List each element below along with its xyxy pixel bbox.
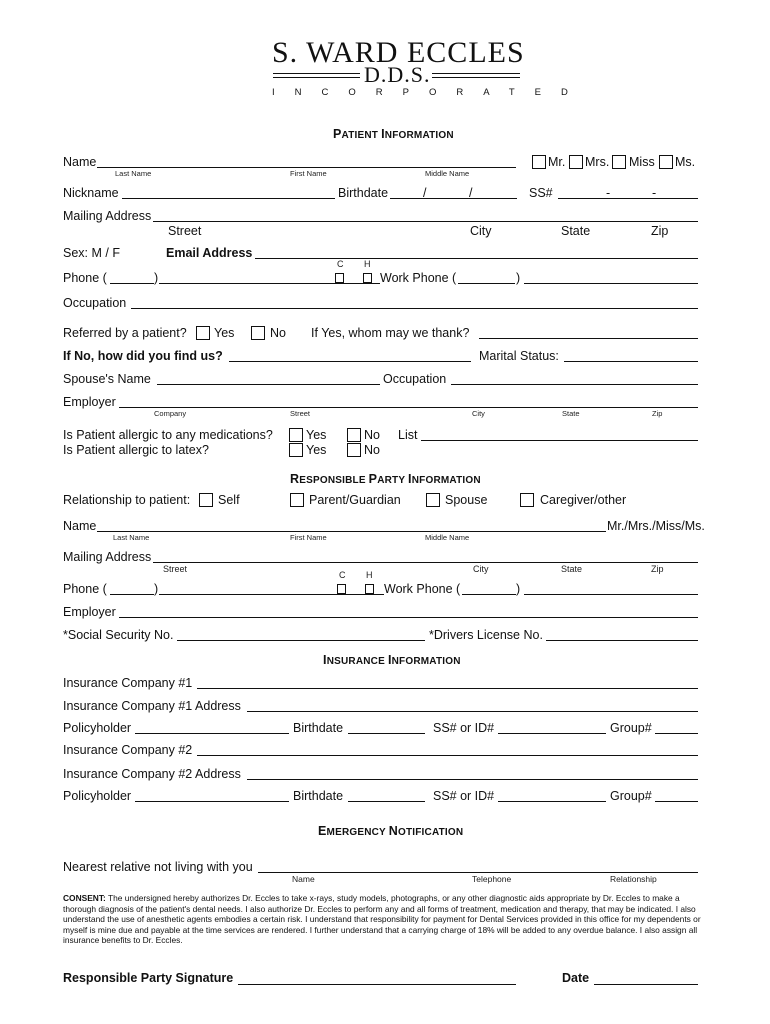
relationship-self-checkbox[interactable] [199, 493, 213, 507]
policyholder2-label: Policyholder [63, 789, 132, 803]
responsible-employer-label: Employer [63, 605, 116, 619]
responsible-mailing-field[interactable] [153, 562, 698, 563]
responsible-cell-c-caption: C [339, 570, 346, 580]
consent-text: The undersigned hereby authorizes Dr. Eccles to take x-rays, study models, photographs, or any other diagnostic aids appropriate by Dr. Eccles to make a thorough diagnosis of the patient's dental needs. I also authorize Dr. Eccles to perform any and all forms of treatment, medication and therapy, that may be indicated. I also understand the use of anesthetic agents embodies a certain risk. I understand that responsibility for payment for Dental Services provided in this office for my dependents or myself is mine due and payable at the time services are rendered. I further understand that a carrying charge of 18% will be added to any overdue balance. I also assign all insurance benefits to Dr. Eccles. [63, 893, 701, 945]
relationship-self-label: Self [218, 493, 240, 507]
insurance1-address-label: Insurance Company #1 Address [63, 699, 241, 713]
mrs-label: Mrs. [585, 155, 610, 169]
miss-checkbox[interactable] [612, 155, 626, 169]
responsible-work-phone-area-field[interactable] [462, 594, 516, 595]
nickname-label: Nickname [63, 186, 119, 200]
ssn-field[interactable] [177, 640, 425, 641]
state-caption: State [561, 224, 591, 238]
middle-name-caption: Middle Name [425, 169, 470, 178]
logo-rule-left [273, 73, 360, 78]
allergic-latex-yes-checkbox[interactable] [289, 443, 303, 457]
street-caption: Street [168, 224, 202, 238]
responsible-phone-label: Phone ( [63, 582, 107, 596]
relationship-caregiver-label: Caregiver/other [540, 493, 627, 507]
ms-checkbox[interactable] [659, 155, 673, 169]
relative-relationship-caption: Relationship [610, 874, 657, 884]
name-field[interactable] [97, 167, 516, 168]
practice-degree: D.D.S. [364, 62, 431, 87]
employer-zip-caption: Zip [652, 409, 663, 418]
practice-name: S. WARD ECCLES [272, 36, 525, 69]
relative-label: Nearest relative not living with you [63, 860, 253, 874]
policyholder1-birthdate-field[interactable] [348, 733, 425, 734]
policyholder2-group-label: Group# [610, 789, 652, 803]
referred-no-checkbox[interactable] [251, 326, 265, 340]
signature-field[interactable] [238, 984, 516, 985]
license-label: *Drivers License No. [429, 628, 543, 642]
employer-field[interactable] [119, 407, 698, 408]
relative-name-caption: Name [292, 874, 315, 884]
responsible-middle-name-caption: Middle Name [425, 533, 470, 542]
city-caption: City [470, 224, 492, 238]
policyholder2-birthdate-field[interactable] [348, 801, 425, 802]
policyholder2-field[interactable] [135, 801, 289, 802]
insurance1-address-field[interactable] [247, 711, 698, 712]
emergency-section-title: EMERGENCY NOTIFICATION [318, 824, 464, 838]
phone-home-checkbox[interactable] [363, 273, 372, 283]
responsible-title-label: Mr./Mrs./Miss/Ms. [607, 519, 705, 533]
responsible-first-name-caption: First Name [290, 533, 327, 542]
birthdate-slash-2: / [469, 186, 473, 200]
insurance2-label: Insurance Company #2 [63, 743, 193, 757]
policyholder1-group-label: Group# [610, 721, 652, 735]
relationship-label: Relationship to patient: [63, 493, 191, 507]
responsible-phone-close: ) [154, 582, 159, 596]
policyholder2-birthdate-label: Birthdate [293, 789, 344, 803]
responsible-phone-cell-checkbox[interactable] [337, 584, 346, 594]
phone-area-field[interactable] [110, 283, 154, 284]
occupation-field[interactable] [131, 308, 698, 309]
policyholder2-ssid-label: SS# or ID# [433, 789, 495, 803]
responsible-state-caption: State [561, 564, 583, 574]
miss-label: Miss [629, 155, 655, 169]
responsible-work-phone-label: Work Phone ( [384, 582, 461, 596]
relationship-caregiver-checkbox[interactable] [520, 493, 534, 507]
marital-label: Marital Status: [479, 349, 559, 363]
signature-label: Responsible Party Signature [63, 971, 234, 985]
if-no-field[interactable] [229, 361, 471, 362]
employer-state-caption: State [562, 409, 580, 418]
allergic-latex-no-label: No [364, 443, 380, 457]
insurance1-field[interactable] [197, 688, 698, 689]
phone-cell-checkbox[interactable] [335, 273, 344, 283]
allergic-meds-no-checkbox[interactable] [347, 428, 361, 442]
allergic-meds-label: Is Patient allergic to any medications? [63, 428, 273, 442]
work-phone-field[interactable] [524, 283, 698, 284]
consent-label: CONSENT: [63, 893, 106, 903]
work-phone-area-field[interactable] [458, 283, 515, 284]
ss-field[interactable] [558, 198, 698, 199]
logo-rule-right [432, 73, 520, 78]
ss-dash-1: - [606, 186, 611, 200]
occupation-label: Occupation [63, 296, 127, 310]
email-field[interactable] [255, 258, 698, 259]
allergic-latex-no-checkbox[interactable] [347, 443, 361, 457]
birthdate-slash-1: / [423, 186, 427, 200]
policyholder1-ssid-label: SS# or ID# [433, 721, 495, 735]
responsible-mailing-label: Mailing Address [63, 550, 152, 564]
sex-label: Sex: M / F [63, 246, 120, 260]
phone-close: ) [154, 271, 159, 285]
relationship-spouse-label: Spouse [445, 493, 488, 507]
policyholder1-field[interactable] [135, 733, 289, 734]
relative-field[interactable] [258, 872, 698, 873]
referred-no-label: No [270, 326, 286, 340]
policyholder1-ssid-field[interactable] [498, 733, 606, 734]
responsible-phone-home-checkbox[interactable] [365, 584, 374, 594]
allergic-latex-yes-label: Yes [306, 443, 327, 457]
responsible-zip-caption: Zip [651, 564, 664, 574]
relationship-parent-label: Parent/Guardian [309, 493, 401, 507]
marital-field[interactable] [564, 361, 698, 362]
insurance2-address-field[interactable] [247, 779, 698, 780]
policyholder2-group-field[interactable] [655, 801, 698, 802]
employer-city-caption: City [472, 409, 485, 418]
insurance-section-title: INSURANCE INFORMATION [323, 653, 461, 667]
mr-checkbox[interactable] [532, 155, 546, 169]
birthdate-field[interactable] [390, 198, 517, 199]
policyholder1-group-field[interactable] [655, 733, 698, 734]
spouse-name-label: Spouse's Name [63, 372, 151, 386]
responsible-street-caption: Street [163, 564, 188, 574]
referred-label: Referred by a patient? [63, 326, 187, 340]
insurance2-address-label: Insurance Company #2 Address [63, 767, 241, 781]
allergy-list-label: List [398, 428, 418, 442]
responsible-work-phone-close: ) [516, 582, 521, 596]
relationship-spouse-checkbox[interactable] [426, 493, 440, 507]
first-name-caption: First Name [290, 169, 327, 178]
responsible-section-title: RESPONSIBLE PARTY INFORMATION [290, 472, 481, 486]
employer-label: Employer [63, 395, 116, 409]
patient-section-title: PATIENT INFORMATION [333, 127, 454, 141]
allergy-list-field[interactable] [421, 440, 698, 441]
relative-telephone-caption: Telephone [472, 874, 512, 884]
mr-label: Mr. [548, 155, 566, 169]
consent-paragraph [63, 893, 703, 946]
work-phone-close: ) [516, 271, 521, 285]
responsible-phone-area-field[interactable] [110, 594, 154, 595]
company-caption: Company [154, 409, 187, 418]
responsible-employer-field[interactable] [119, 617, 698, 618]
insurance2-field[interactable] [197, 755, 698, 756]
ms-label: Ms. [675, 155, 696, 169]
responsible-work-phone-field[interactable] [524, 594, 698, 595]
relationship-parent-checkbox[interactable] [290, 493, 304, 507]
policyholder2-ssid-field[interactable] [498, 801, 606, 802]
allergic-meds-yes-label: Yes [306, 428, 327, 442]
zip-caption: Zip [651, 224, 669, 238]
mrs-checkbox[interactable] [569, 155, 583, 169]
referred-yes-checkbox[interactable] [196, 326, 210, 340]
spouse-occupation-label: Occupation [383, 372, 447, 386]
responsible-cell-h-caption: H [366, 570, 373, 580]
phone-label: Phone ( [63, 271, 107, 285]
ss-dash-2: - [652, 186, 657, 200]
responsible-phone-field[interactable] [159, 594, 384, 595]
spouse-occupation-field[interactable] [451, 384, 698, 385]
referred-yes-label: Yes [214, 326, 235, 340]
employer-street-caption: Street [290, 409, 311, 418]
insurance1-label: Insurance Company #1 [63, 676, 193, 690]
spouse-name-field[interactable] [157, 384, 380, 385]
practice-incorporated: INCORPORATED [272, 87, 588, 98]
if-no-label: If No, how did you find us? [63, 349, 223, 363]
whom-field[interactable] [479, 338, 698, 339]
signature-date-label: Date [562, 971, 590, 985]
policyholder1-label: Policyholder [63, 721, 132, 735]
whom-label: If Yes, whom may we thank? [311, 326, 470, 340]
mailing-address-label: Mailing Address [63, 209, 152, 223]
cell-c-caption: C [337, 259, 344, 269]
responsible-city-caption: City [473, 564, 489, 574]
allergic-latex-label: Is Patient allergic to latex? [63, 443, 209, 457]
policyholder1-birthdate-label: Birthdate [293, 721, 344, 735]
ss-label: SS# [529, 186, 553, 200]
license-field[interactable] [546, 640, 698, 641]
responsible-last-name-caption: Last Name [113, 533, 150, 542]
work-phone-label: Work Phone ( [380, 271, 457, 285]
allergic-meds-yes-checkbox[interactable] [289, 428, 303, 442]
signature-date-field[interactable] [594, 984, 698, 985]
nickname-field[interactable] [122, 198, 335, 199]
responsible-name-field[interactable] [97, 531, 606, 532]
responsible-name-label: Name [63, 519, 97, 533]
ssn-label: *Social Security No. [63, 628, 174, 642]
allergic-meds-no-label: No [364, 428, 380, 442]
cell-h-caption: H [364, 259, 371, 269]
name-label: Name [63, 155, 97, 169]
last-name-caption: Last Name [115, 169, 152, 178]
phone-field[interactable] [159, 283, 380, 284]
birthdate-label: Birthdate [338, 186, 389, 200]
email-label: Email Address [166, 246, 253, 260]
mailing-address-field[interactable] [153, 221, 698, 222]
